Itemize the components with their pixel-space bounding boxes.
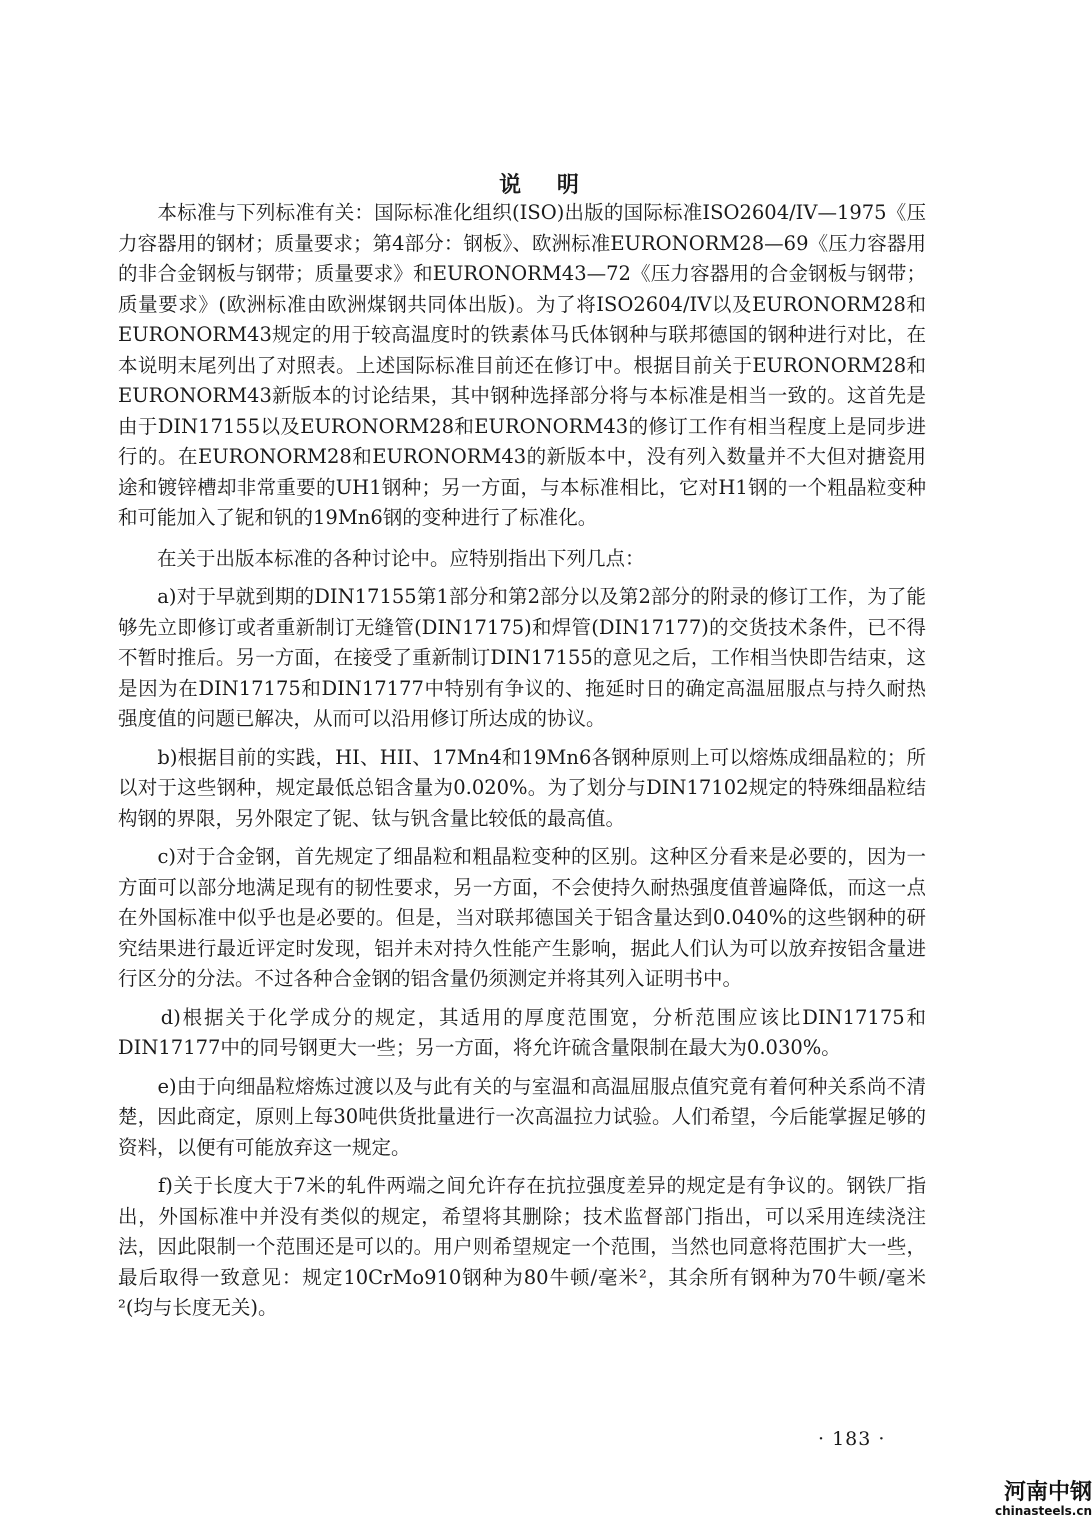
watermark-chinese: 河南中钢 xyxy=(1003,1480,1092,1505)
watermark-logo xyxy=(968,1482,1092,1517)
page-number: · 183 · xyxy=(818,1428,886,1450)
paragraph-d: d)根据关于化学成分的规定，其适用的厚度范围宽，分析范围应该比DIN17175和DIN17177中的同号钢更大一些；另一方面，将允许硫含量限制在最大为0.030%。 xyxy=(118,1005,926,1059)
paragraph-b: b)根据目前的实践，HI、HII、17Mn4和19Mn6各钢种原则上可以熔炼成细晶粒的；所以对于这些钢种，规定最低总铝含量为0.020%。为了划分与DIN17102规定的特殊细晶粒结构钢的界限，另外限定了铌、钛与钒含量比较低的最高值。 xyxy=(118,745,926,830)
paragraph-intro: 本标准与下列标准有关：国际标准化组织(ISO)出版的国际标准ISO2604/IV—1975《压力容器用的钢材；质量要求；第4部分：钢板》、欧洲标准EURONORM28—69《压力容器用的非合金钢板与钢带；质量要求》和EURONORM43—72《压力容器用的合金钢板与钢带；质量要求》(欧洲标准由欧洲煤钢共同体出版)。为了将ISO2604/IV以及EURONORM28和EURONORM43规定的用于较高温度时的铁素体马氏体钢种与联邦德国的钢种进行对比，在本说明末尾列出了对照表。上述国际标准目前还在修订中。根据目前关于EURONORM28和EURONORM43新版本的讨论结果，其中钢种选择部分将与本标准是相当一致的。这首先是由于DIN17155以及EURONORM28和EURONORM43的修订工作有相当程度上是同步进行的。在EURONORM28和EURONORM43的新版本中，没有列入数量并不大但对搪瓷用途和镀锌槽却非常重要的UH1钢种；另一方面，与本标准相比，它对H1钢的一个粗晶粒变种和可能加入了铌和钒的19Mn6钢的变种进行了标准化。 xyxy=(118,201,926,529)
paragraph-f: f)关于长度大于7米的轧件两端之间允许存在抗拉强度差异的规定是有争议的。钢铁厂指出，外国标准中并没有类似的规定，希望将其删除；技术监督部门指出，可以采用连续浇注法，因此限制一个范围还是可以的。用户则希望规定一个范围，当然也同意将范围扩大一些，最后取得一致意见：规定10CrMo910钢种为80牛顿/毫米²，其余所有钢种为70牛顿/毫米²(均与长度无关)。 xyxy=(118,1174,926,1319)
body-text xyxy=(118,198,926,1332)
paragraph-e: e)由于向细晶粒熔炼过渡以及与此有关的与室温和高温屈服点值究竟有着何种关系尚不清楚，因此商定，原则上每30吨供货批量进行一次高温拉力试验。人们希望，今后能掌握足够的资料，以便有可能放弃这一规定。 xyxy=(118,1074,926,1159)
paragraph-c: c)对于合金钢，首先规定了细晶粒和粗晶粒变种的区别。这种区分看来是必要的，因为一方面可以部分地满足现有的韧性要求，另一方面，不会使持久耐热强度值普遍降低，而这一点在外国标准中似乎也是必要的。但是，当对联邦德国关于铝含量达到0.040%的这些钢种的研究结果进行最近评定时发现，铝并未对持久性能产生影响，据此人们认为可以放弃按铝含量进行区分的分法。不过各种合金钢的铝含量仍须测定并将其列入证明书中。 xyxy=(118,845,926,990)
page-title: 说 明 xyxy=(499,172,593,198)
watermark-url: chinasteels.cn xyxy=(994,1504,1092,1518)
paragraph-a: a)对于早就到期的DIN17155第1部分和第2部分以及第2部分的附录的修订工作，为了能够先立即修订或者重新制订无缝管(DIN17175)和焊管(DIN17177)的交货技术条件，已不得不暂时推后。另一方面，在接受了重新制订DIN17155的意见之后，工作相当快即告结束，这是因为在DIN17175和DIN17177中特别有争议的、拖延时日的确定高温屈服点与持久耐热强度值的问题已解决，从而可以沿用修订所达成的协议。 xyxy=(118,585,926,730)
paragraph-discussion: 在关于出版本标准的各种讨论中。应特别指出下列几点： xyxy=(118,546,645,570)
